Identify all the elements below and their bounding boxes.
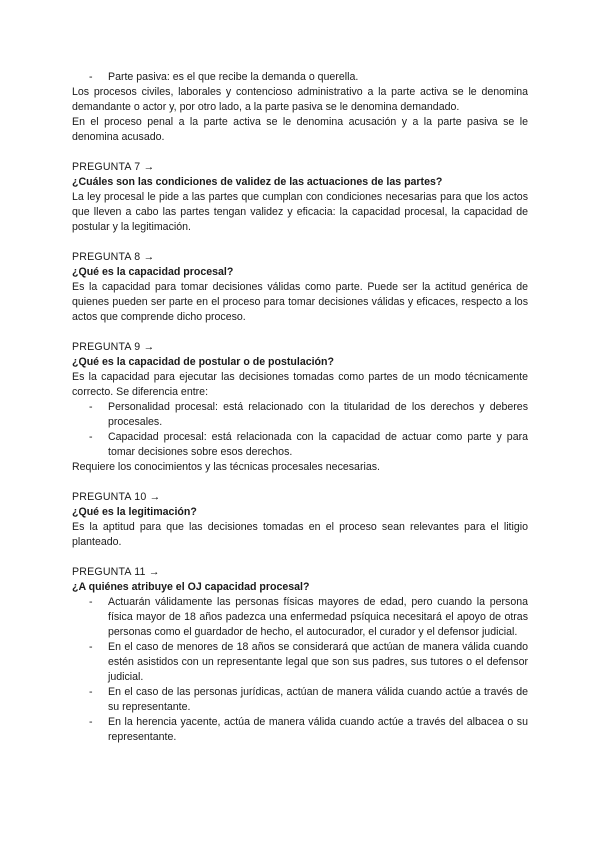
question-title: ¿Qué es la capacidad procesal? bbox=[72, 266, 234, 278]
question-label: PREGUNTA 10 → bbox=[72, 491, 161, 503]
list-item: - Actuarán válidamente las personas físicas mayores de edad, pero cuando la persona física mayor de 18 años padezca una enfermedad psíquica necesitará el apoyo de otras personas como el guardador de hecho, el autocurador, el curador y el defensor judicial. bbox=[72, 595, 528, 640]
paragraph: En el proceso penal a la parte activa se le denomina acusación y a la parte pasiva se le denomina acusado. bbox=[72, 116, 528, 143]
list-item: - En el caso de menores de 18 años se considerará que actúan de manera válida cuando estén asistidos con un representante legal que son sus padres, sus tutores o el defensor judicial. bbox=[72, 640, 528, 685]
answer: Es la capacidad para ejecutar las decisiones tomadas como partes de un modo técnicamente correcto. Se diferencia entre: bbox=[72, 371, 528, 398]
list-item: - Parte pasiva: es el que recibe la demanda o querella. bbox=[72, 70, 528, 85]
document-page bbox=[72, 70, 528, 745]
paragraph: Los procesos civiles, laborales y contencioso administrativo a la parte activa se le denomina demandante o actor y, por otro lado, a la parte pasiva se le denomina demandado. bbox=[72, 86, 528, 113]
question-label: PREGUNTA 11 → bbox=[72, 566, 160, 578]
answer-list bbox=[72, 400, 528, 460]
question-7 bbox=[72, 160, 528, 235]
list-item: - En la herencia yacente, actúa de manera válida cuando actúe a través del albacea o su representante. bbox=[72, 715, 528, 745]
question-11 bbox=[72, 565, 528, 745]
answer: Es la aptitud para que las decisiones tomadas en el proceso sean relevantes para el litigio planteado. bbox=[72, 521, 528, 548]
question-10 bbox=[72, 490, 528, 550]
question-title: ¿Qué es la capacidad de postular o de postulación? bbox=[72, 356, 334, 368]
question-label: PREGUNTA 9 → bbox=[72, 341, 155, 353]
answer-closing: Requiere los conocimientos y las técnicas procesales necesarias. bbox=[72, 461, 380, 473]
answer: La ley procesal le pide a las partes que cumplan con condiciones necesarias para que los actos que lleven a cabo las partes tengan validez y eficacia: la capacidad procesal, la capacidad de postular y la legitimación. bbox=[72, 191, 528, 233]
list-item: - Personalidad procesal: está relacionado con la titularidad de los derechos y deberes procesales. bbox=[72, 400, 528, 430]
answer-list bbox=[72, 595, 528, 745]
question-label: PREGUNTA 8 → bbox=[72, 251, 155, 263]
question-8 bbox=[72, 250, 528, 325]
list-item: - Capacidad procesal: está relacionada con la capacidad de actuar como parte y para tomar decisiones sobre esos derechos. bbox=[72, 430, 528, 460]
list-item: - En el caso de las personas jurídicas, actúan de manera válida cuando actúe a través de su representante. bbox=[72, 685, 528, 715]
intro-list bbox=[72, 70, 528, 85]
question-label: PREGUNTA 7 → bbox=[72, 161, 155, 173]
answer: Es la capacidad para tomar decisiones válidas como parte. Puede ser la actitud genérica de quienes pueden ser parte en el proceso para tomar decisiones válidas y eficaces, respecto a los actos que comprende dicho proceso. bbox=[72, 281, 528, 323]
question-9 bbox=[72, 340, 528, 475]
question-title: ¿Cuáles son las condiciones de validez de las actuaciones de las partes? bbox=[72, 176, 443, 188]
question-title: ¿A quiénes atribuye el OJ capacidad procesal? bbox=[72, 581, 310, 593]
question-title: ¿Qué es la legitimación? bbox=[72, 506, 197, 518]
